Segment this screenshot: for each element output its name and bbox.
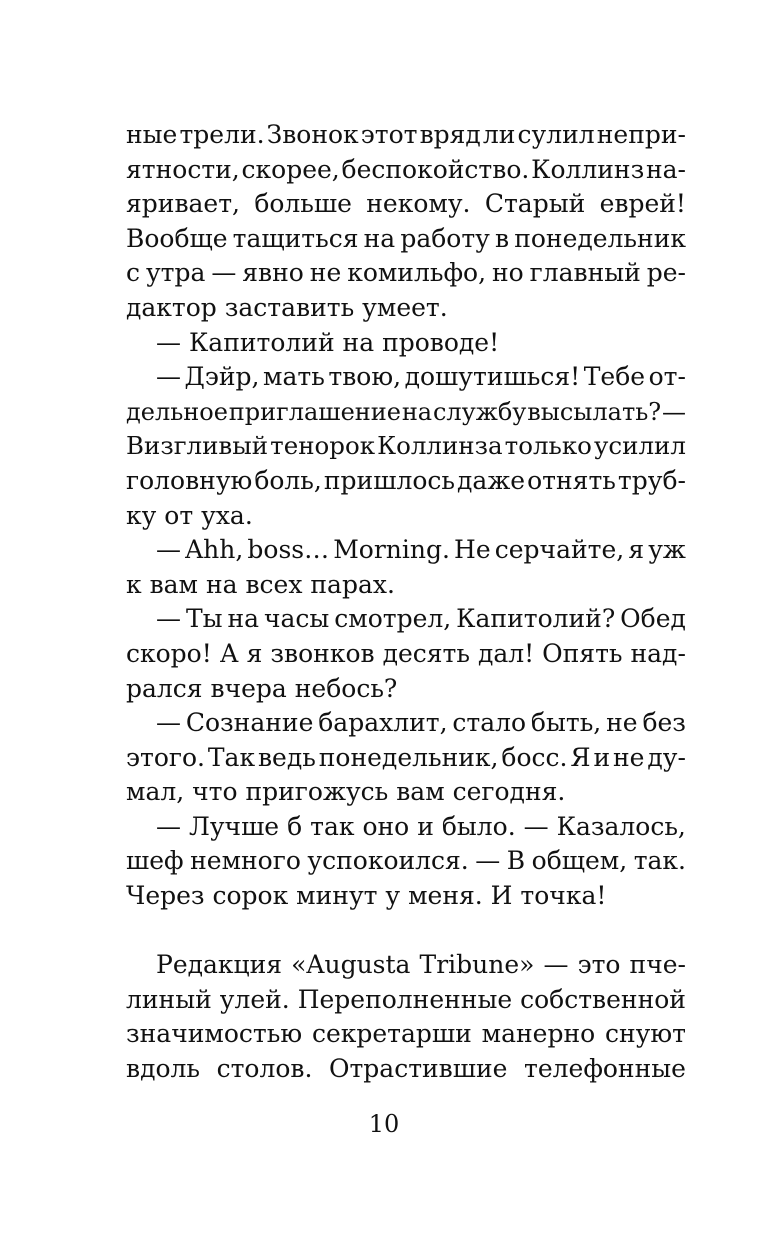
word: Звонок <box>266 120 359 149</box>
word: Редакция <box>156 950 283 980</box>
text-line-content <box>156 533 686 568</box>
word: Тебе <box>583 362 646 392</box>
text-line-content <box>126 187 686 222</box>
word: звонков <box>270 638 375 668</box>
text-line-content <box>126 429 686 464</box>
word: яривает, <box>126 189 240 219</box>
word: но <box>491 258 524 288</box>
word: работу <box>400 223 490 253</box>
word: даже <box>457 465 526 495</box>
word: шеф <box>126 846 184 876</box>
text-line <box>126 429 686 464</box>
text-line-content <box>156 948 686 983</box>
text-line-content: мал, что пригожусь вам сегодня. <box>126 777 566 807</box>
text-line-content: рался вчера небось? <box>126 673 398 703</box>
text-line-content <box>156 360 686 395</box>
word: Капитолий? <box>456 604 616 634</box>
word: так. <box>633 846 686 876</box>
word: не <box>613 742 645 772</box>
text-line-content <box>126 395 686 430</box>
word: на <box>363 223 396 253</box>
word: Опять <box>542 638 623 668</box>
word: Коллинза <box>377 431 503 461</box>
word: — <box>475 846 501 876</box>
text-line <box>126 118 686 153</box>
word: с <box>126 258 141 288</box>
word: этот <box>360 120 418 149</box>
word: Так <box>207 742 256 772</box>
word: Не <box>454 535 491 565</box>
word: усилил <box>594 431 686 461</box>
word: Дэйр, <box>184 362 260 392</box>
word: Казалось, <box>556 811 686 841</box>
word: Старый <box>484 189 586 219</box>
text-line-content: к вам на всех парах. <box>126 569 395 599</box>
text-line <box>126 741 686 776</box>
text-line-content <box>156 810 686 845</box>
word: на <box>401 397 433 426</box>
word: больше <box>254 189 352 219</box>
word: собственной <box>520 984 686 1014</box>
word: — <box>156 535 181 565</box>
section-break <box>126 914 686 949</box>
text-line-content: дактор заставить умеет. <box>126 292 448 322</box>
word: ду- <box>647 742 686 772</box>
text-line-content <box>126 1052 686 1087</box>
word: ятности, <box>126 154 240 184</box>
word: боль, <box>254 465 322 495</box>
word: б <box>287 811 303 841</box>
word: дошутишься! <box>404 362 581 392</box>
text-line <box>126 775 686 810</box>
word: оно <box>362 811 410 841</box>
word: ли <box>482 120 516 149</box>
text-line <box>126 360 686 395</box>
word: линый <box>126 984 212 1014</box>
word: А <box>219 638 239 668</box>
word: пришлось <box>323 465 455 495</box>
text-line <box>126 395 686 430</box>
word: немного <box>190 846 301 876</box>
word: Ahh, <box>185 535 244 565</box>
word: скоро! <box>126 638 212 668</box>
word: boss… <box>247 535 330 565</box>
page-number: 10 <box>368 1110 400 1138</box>
word: так <box>310 811 355 841</box>
word: десять <box>382 638 470 668</box>
word: еврей! <box>599 189 686 219</box>
word: ные <box>126 120 178 149</box>
word: Отрастившие <box>328 1054 508 1084</box>
word: столов. <box>216 1054 313 1084</box>
word: телефонные <box>524 1054 686 1084</box>
word: только <box>504 431 592 461</box>
word: дал! <box>477 638 535 668</box>
word: некому. <box>366 189 471 219</box>
text-line <box>126 637 686 672</box>
text-line-content <box>126 844 686 879</box>
word: смотрел, <box>334 604 452 634</box>
word: ре- <box>646 258 686 288</box>
text-line <box>126 983 686 1018</box>
word: ведь <box>257 742 316 772</box>
word: твою, <box>328 362 402 392</box>
word: и <box>417 811 434 841</box>
word: Ты <box>185 604 223 634</box>
word: этого. <box>126 742 205 772</box>
word: в <box>495 223 510 253</box>
word: понедельник, <box>318 742 499 772</box>
text-line <box>126 568 686 603</box>
word: секретарши <box>311 1019 472 1049</box>
word: Лучше <box>188 811 280 841</box>
word: не <box>606 708 638 738</box>
word: — <box>211 258 237 288</box>
word: Визгливый <box>126 431 269 461</box>
word: явно <box>242 258 304 288</box>
word: и <box>593 742 611 772</box>
text-line <box>126 291 686 326</box>
text-line-content <box>126 1017 686 1052</box>
document-page <box>126 118 686 1087</box>
word: Сознание <box>185 708 314 738</box>
word: я <box>628 535 645 565</box>
word: В <box>506 846 526 876</box>
word: главный <box>529 258 641 288</box>
text-line-content: — Капитолий на проводе! <box>156 327 500 357</box>
text-line-content <box>126 983 686 1018</box>
word: улей. <box>219 984 290 1014</box>
word: общем, <box>531 846 628 876</box>
text-line-content <box>126 741 686 776</box>
text-line-content <box>126 464 686 499</box>
text-line <box>126 326 686 361</box>
word: тащиться <box>232 223 359 253</box>
word: высылать? <box>527 397 662 426</box>
text-line-content <box>156 706 686 741</box>
word: тенорок <box>270 431 376 461</box>
word: мать <box>263 362 325 392</box>
text-line <box>126 948 686 983</box>
word: я <box>246 638 263 668</box>
word: отнять <box>527 465 616 495</box>
word: Обед <box>620 604 686 634</box>
word: на- <box>645 154 686 184</box>
word: сулил <box>517 120 595 149</box>
word: — <box>156 362 181 392</box>
word: Morning. <box>333 535 450 565</box>
word: головную <box>126 465 253 495</box>
text-line <box>126 879 686 914</box>
word: без <box>642 708 686 738</box>
word: успокоился. <box>307 846 469 876</box>
word: от- <box>648 362 686 392</box>
word: Я <box>570 742 591 772</box>
word: — <box>156 604 181 634</box>
text-line-content <box>126 153 686 188</box>
word: вдоль <box>126 1054 201 1084</box>
word: утра <box>145 258 206 288</box>
word: босс. <box>501 742 568 772</box>
text-line-content <box>126 637 686 672</box>
word: Переполненные <box>297 984 513 1014</box>
text-line-content: Через сорок минут у меня. И точка! <box>126 881 607 911</box>
word: непри- <box>596 120 686 149</box>
text-line <box>126 153 686 188</box>
text-line <box>126 222 686 257</box>
word: стало <box>452 708 527 738</box>
word: снуют <box>605 1019 686 1049</box>
word: часы <box>263 604 330 634</box>
text-line <box>126 844 686 879</box>
word: беспокойство. <box>341 154 530 184</box>
word: понедельник <box>514 223 686 253</box>
text-line <box>126 187 686 222</box>
text-line-content <box>126 118 686 153</box>
text-line <box>126 464 686 499</box>
word: значимостью <box>126 1019 303 1049</box>
text-line <box>126 672 686 707</box>
text-line <box>126 256 686 291</box>
word: — <box>156 811 181 841</box>
word: барахлит, <box>318 708 448 738</box>
text-line <box>126 810 686 845</box>
word: службу <box>432 397 527 426</box>
word: манерно <box>481 1019 596 1049</box>
word: «Augusta <box>291 950 411 980</box>
text-line <box>126 1052 686 1087</box>
word: было. <box>441 811 516 841</box>
word: дельное <box>126 397 228 426</box>
word: пче- <box>629 950 686 980</box>
word: Tribune» <box>419 950 535 980</box>
text-line-content <box>126 256 686 291</box>
text-line-content <box>156 602 686 637</box>
word: — <box>543 950 569 980</box>
text-line <box>126 1017 686 1052</box>
word: это <box>577 950 621 980</box>
word: над- <box>630 638 686 668</box>
word: трели. <box>179 120 265 149</box>
text-line <box>126 602 686 637</box>
word: — <box>156 708 181 738</box>
text-line <box>126 499 686 534</box>
text-line <box>126 533 686 568</box>
text-line-content: ку от уха. <box>126 500 253 530</box>
word: не <box>309 258 342 288</box>
word: вряд <box>419 120 481 149</box>
word: Коллинз <box>531 154 645 184</box>
word: серчайте, <box>494 535 625 565</box>
text-line-content <box>126 222 686 257</box>
word: скорее, <box>241 154 340 184</box>
word: труб- <box>617 465 686 495</box>
word: — <box>662 397 686 426</box>
word: — <box>523 811 549 841</box>
word: комильфо, <box>347 258 487 288</box>
word: на <box>227 604 260 634</box>
word: быть, <box>530 708 602 738</box>
text-line <box>126 706 686 741</box>
word: Вообще <box>126 223 228 253</box>
word: приглашение <box>228 397 401 426</box>
word: уж <box>648 535 686 565</box>
